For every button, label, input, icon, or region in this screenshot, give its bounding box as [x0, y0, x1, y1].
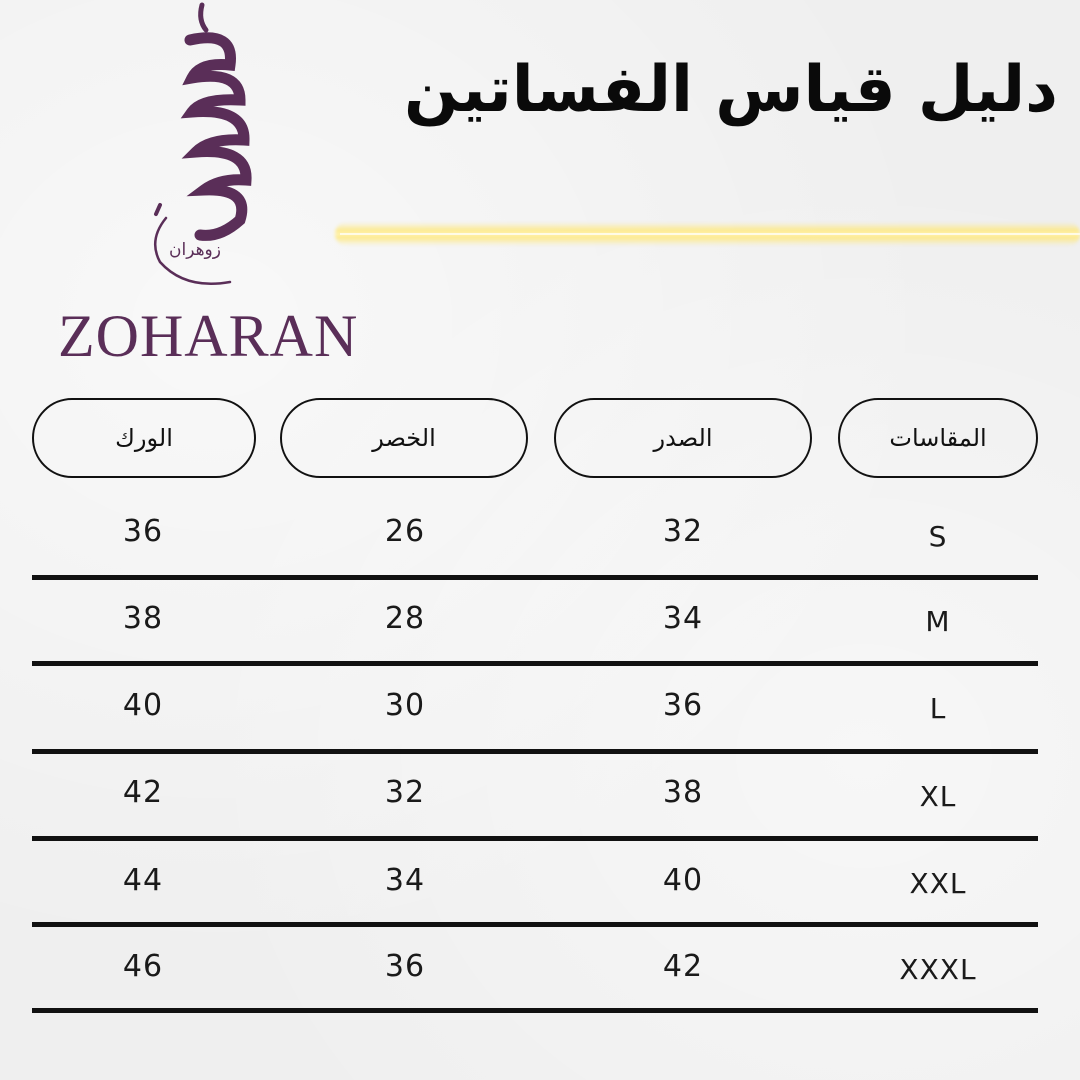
cell-bust: 38	[662, 775, 704, 810]
header-waist: الخصر	[280, 398, 528, 478]
page-title: دليل قياس الفساتين	[404, 53, 1058, 127]
cell-size: L	[929, 692, 947, 725]
header-sizes: المقاسات	[838, 398, 1038, 478]
cell-bust: 32	[662, 514, 704, 549]
row-divider	[32, 749, 1038, 754]
header-bust: الصدر	[554, 398, 812, 478]
cell-bust: 36	[662, 688, 704, 723]
row-divider	[32, 1008, 1038, 1013]
cell-waist: 32	[384, 775, 426, 810]
cell-size: XXXL	[899, 953, 977, 986]
cell-waist: 36	[384, 949, 426, 984]
cell-bust: 34	[662, 601, 704, 636]
cell-size: S	[928, 520, 948, 553]
header-hip: الورك	[32, 398, 256, 478]
cell-size: M	[925, 605, 951, 638]
brand-arabic-name: زوهران	[169, 240, 221, 260]
cell-waist: 26	[384, 514, 426, 549]
brand-name: ZOHARAN	[58, 303, 359, 369]
cell-hip: 46	[122, 949, 164, 984]
row-divider	[32, 661, 1038, 666]
cell-hip: 42	[122, 775, 164, 810]
cell-hip: 36	[122, 514, 164, 549]
row-divider	[32, 922, 1038, 927]
cell-size: XL	[919, 780, 957, 813]
cell-size: XXL	[909, 867, 967, 900]
cell-waist: 30	[384, 688, 426, 723]
row-divider	[32, 575, 1038, 580]
cell-waist: 28	[384, 601, 426, 636]
cell-bust: 42	[662, 949, 704, 984]
row-divider	[32, 836, 1038, 841]
cell-hip: 40	[122, 688, 164, 723]
cell-bust: 40	[662, 863, 704, 898]
cell-hip: 44	[122, 863, 164, 898]
decorative-glow-core	[340, 233, 1080, 235]
cell-waist: 34	[384, 863, 426, 898]
cell-hip: 38	[122, 601, 164, 636]
